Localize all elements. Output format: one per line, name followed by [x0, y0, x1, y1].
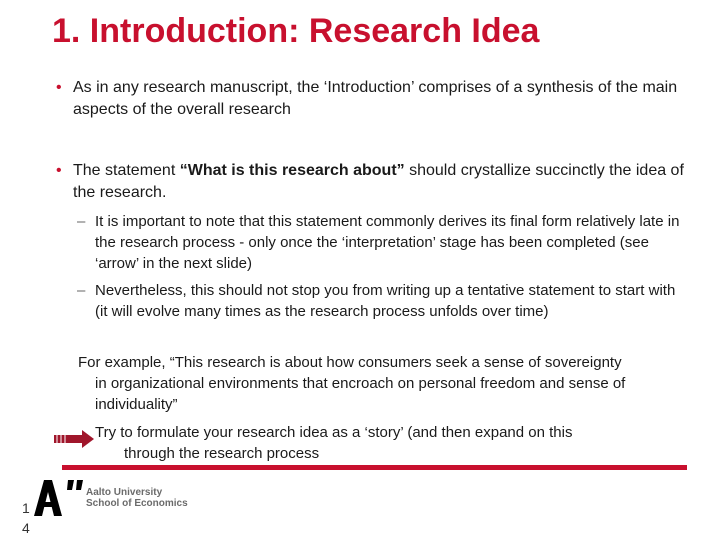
tip-continuation: through the research process — [124, 445, 320, 462]
tip-line: Try to formulate your research idea as a ‘story’ (and then expand on this — [95, 424, 573, 441]
logo-line-1: Aalto University — [86, 487, 163, 498]
dash-icon: – — [77, 213, 86, 230]
right-arrow-icon — [54, 430, 94, 448]
bullet-dot-icon: • — [56, 162, 62, 179]
aalto-logo-icon — [32, 478, 84, 518]
example-line: For example, “This research is about how consumers seek a sense of sovereignty — [78, 354, 622, 371]
bullet-text-pre: The statement — [73, 162, 180, 179]
sub-bullet-item — [77, 280, 685, 322]
example-paragraph — [78, 352, 688, 415]
bullet-text-post: should crystallize succinctly the idea of the research. — [73, 162, 684, 201]
bullet-text-bold: “What is this research about” — [179, 162, 405, 179]
bullet-text: As in any research manuscript, the ‘Introduction’ comprises of a synthesis of the main aspects of the overall research — [73, 79, 678, 118]
bullet-dot-icon: • — [56, 79, 62, 96]
logo-text — [86, 487, 188, 509]
slide-title: 1. Introduction: Research Idea — [52, 12, 540, 50]
bullet-item — [56, 77, 693, 121]
dash-icon: – — [77, 282, 86, 299]
sub-bullet-text: Nevertheless, this should not stop you from writing up a tentative statement to start with (it will evolve many times as the research process unfolds over time) — [95, 282, 676, 320]
footer-divider — [62, 465, 687, 470]
logo-line-2: School of Economics — [86, 498, 188, 509]
page-number-part-1: 1 — [22, 500, 30, 516]
sub-bullet-text: It is important to note that this statement commonly derives its final form relatively late in the research process - only once the ‘interpretation’ stage has been completed (see ‘arrow’ in the next slide) — [95, 213, 680, 272]
tip-paragraph — [95, 422, 655, 464]
page-number-part-2: 4 — [22, 520, 30, 536]
bullet-item — [56, 160, 693, 204]
sub-bullet-item — [77, 211, 685, 274]
example-continuation: in organizational environments that encroach on personal freedom and sense of individuality” — [95, 375, 626, 413]
